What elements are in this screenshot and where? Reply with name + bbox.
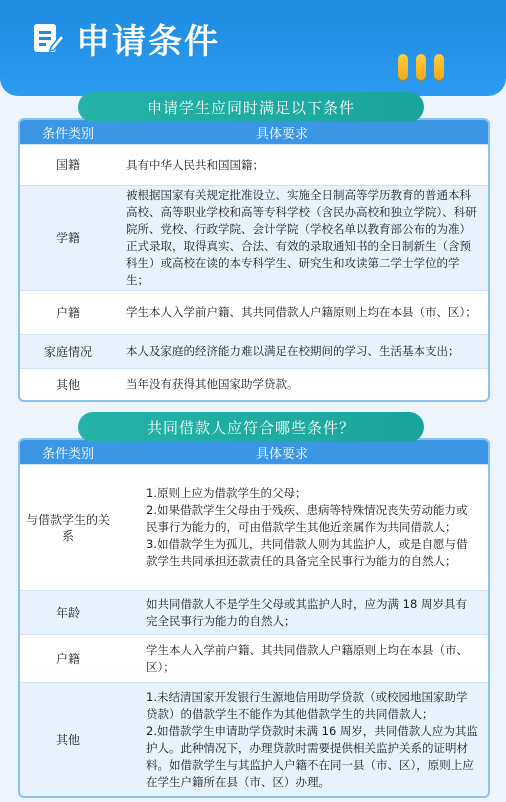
row-category: 其他 (55, 377, 80, 392)
table-header (20, 440, 488, 464)
row-requirement: 被根据国家有关规定批准设立、实施全日制高等学历教育的普通本科高校、高等职业学校和高等专科学校（含民办高校和独立学院）、科研院所、党校、行政学院、会计学院（学校名单以教育部公布的为准）正式录取，取得真实、合法、有效的录取通知书的全日制新生（含预科生）或高校在读的本专科学生、研究生和攻读第二学士学位的学生； (126, 188, 477, 287)
table-row (20, 464, 488, 590)
row-category: 户籍 (55, 305, 80, 320)
table-row (20, 334, 488, 368)
section-title-co-borrower: 共同借款人应符合哪些条件？ (78, 412, 424, 442)
table-row (20, 144, 488, 185)
row-requirement: 学生本人入学前户籍、其共同借款人户籍原则上均在本县（市、区）； (146, 642, 468, 674)
row-category: 其他 (55, 732, 80, 747)
co-borrower-conditions-table (18, 438, 490, 798)
table-row (20, 368, 488, 400)
row-requirement: 1.未结清国家开发银行生源地信用助学贷款（或校园地国家助学贷款）的借款学生不能作为其他借款学生的共同借款人； 2.如借款学生申请助学贷款时未满 16 周岁，共同借款人应为其监护人。此种情况下，办理贷款时需要提供相关监护关系的证明材料。如借款学生与其监护人户籍不在同一县（市、区），原则上应在学生户籍所在县（市、区）办理。 (146, 689, 478, 789)
column-header-category: 条件类别 (41, 446, 94, 462)
table-header (20, 120, 488, 144)
column-header-requirement: 具体要求 (255, 126, 308, 142)
column-header-requirement: 具体要求 (255, 446, 308, 462)
row-requirement: 具有中华人民共和国国籍； (126, 157, 264, 172)
pin-decoration (434, 54, 444, 80)
table-row (20, 590, 488, 634)
table-row (20, 634, 488, 682)
table-row (20, 185, 488, 290)
row-requirement: 1.原则上应为借款学生的父母； 2.如果借款学生父母由于残疾、患病等特殊情况丧失劳动能力或民事行为能力的，可由借款学生其他近亲属作为共同借款人； 3.如借款学生为孤儿，共同借款人则为其监护人，或是自愿与借款学生共同承担还款责任的具备完全民事行为能力的自然人； (146, 486, 468, 568)
column-header-category: 条件类别 (41, 126, 94, 142)
table-row (20, 682, 488, 796)
page-header (0, 0, 506, 96)
table-row (20, 290, 488, 334)
row-category: 国籍 (55, 158, 80, 172)
student-conditions-table (18, 118, 490, 402)
section-title-student: 申请学生应同时满足以下条件 (78, 92, 424, 122)
row-category: 学籍 (55, 231, 80, 245)
row-category: 与借款学生的关系 (26, 512, 111, 543)
row-category: 年龄 (55, 605, 80, 620)
page-title: 申请条件 (76, 21, 220, 62)
binder-pins (398, 54, 444, 80)
row-requirement: 学生本人入学前户籍、其共同借款人户籍原则上均在本县（市、区）； (126, 305, 477, 319)
row-requirement: 如共同借款人不是学生父母或其监护人时，应为满 18 周岁具有完全民事行为能力的自然人； (146, 596, 467, 628)
document-edit-icon (30, 20, 66, 56)
pin-decoration (398, 54, 408, 80)
row-category: 家庭情况 (43, 344, 92, 359)
row-requirement: 当年没有获得其他国家助学贷款。 (126, 377, 299, 391)
header-title-group (30, 14, 220, 62)
row-category: 户籍 (55, 651, 80, 666)
pin-decoration (416, 54, 426, 80)
row-requirement: 本人及家庭的经济能力难以满足在校期间的学习、生活基本支出； (126, 344, 460, 358)
